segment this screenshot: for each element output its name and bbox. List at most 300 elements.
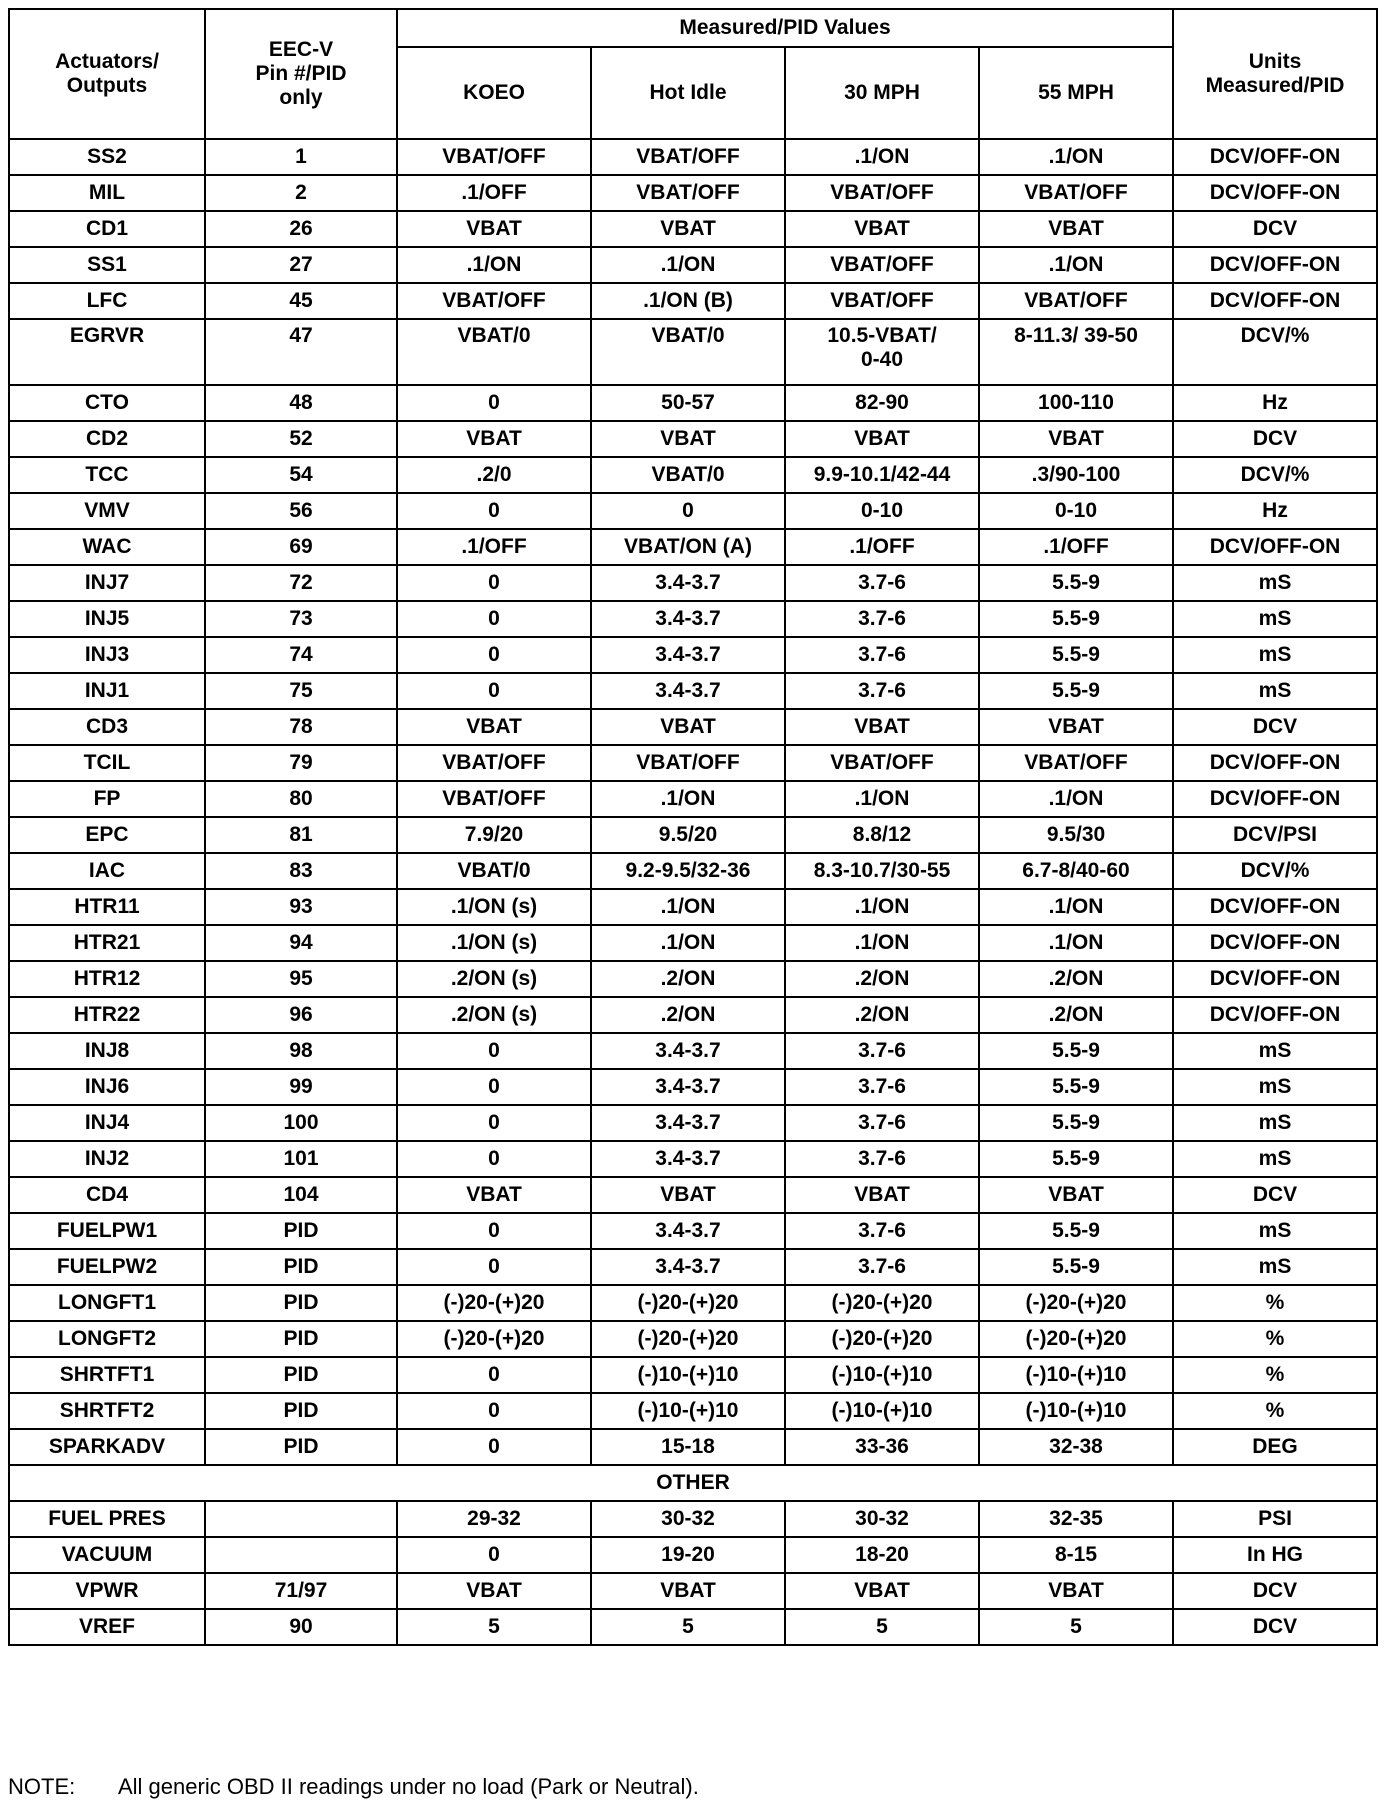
cell-30-mph: VBAT (785, 1177, 979, 1213)
cell-30-mph: .1/ON (785, 889, 979, 925)
cell-55-mph: 5.5-9 (979, 1069, 1173, 1105)
table-row (9, 421, 1377, 457)
cell-units: DCV/OFF-ON (1173, 781, 1377, 817)
cell-koeo: 0 (397, 1393, 591, 1429)
cell-units: DCV (1173, 421, 1377, 457)
table-row (9, 745, 1377, 781)
cell-actuator: VPWR (9, 1573, 205, 1609)
table-row (9, 1429, 1377, 1465)
cell-hot-idle: 0 (591, 493, 785, 529)
cell-hot-idle: (-)10-(+)10 (591, 1357, 785, 1393)
cell-55-mph: .1/ON (979, 925, 1173, 961)
cell-pin: 75 (205, 673, 397, 709)
cell-actuator: LFC (9, 283, 205, 319)
table-row (9, 1357, 1377, 1393)
cell-koeo: .1/OFF (397, 529, 591, 565)
cell-koeo: 0 (397, 1213, 591, 1249)
cell-pin: 1 (205, 139, 397, 175)
cell-actuator: EGRVR (9, 319, 205, 385)
cell-koeo: 29-32 (397, 1501, 591, 1537)
cell-pin: 71/97 (205, 1573, 397, 1609)
cell-actuator: VREF (9, 1609, 205, 1645)
cell-units: mS (1173, 1141, 1377, 1177)
cell-units: % (1173, 1285, 1377, 1321)
cell-30-mph: .1/OFF (785, 529, 979, 565)
cell-units: mS (1173, 637, 1377, 673)
cell-hot-idle: 3.4-3.7 (591, 637, 785, 673)
cell-hot-idle: 50-57 (591, 385, 785, 421)
other-section-label: OTHER (9, 1465, 1377, 1501)
cell-55-mph: 32-35 (979, 1501, 1173, 1537)
cell-55-mph: 9.5/30 (979, 817, 1173, 853)
cell-55-mph: 8-15 (979, 1537, 1173, 1573)
cell-pin: 83 (205, 853, 397, 889)
cell-koeo: VBAT (397, 421, 591, 457)
cell-55-mph: .1/ON (979, 247, 1173, 283)
cell-pin: 73 (205, 601, 397, 637)
cell-hot-idle: VBAT (591, 1573, 785, 1609)
cell-actuator: HTR21 (9, 925, 205, 961)
table-row (9, 1537, 1377, 1573)
cell-units: mS (1173, 1033, 1377, 1069)
cell-55-mph: VBAT (979, 211, 1173, 247)
cell-actuator: LONGFT1 (9, 1285, 205, 1321)
cell-koeo: VBAT (397, 1573, 591, 1609)
cell-hot-idle: (-)20-(+)20 (591, 1285, 785, 1321)
cell-koeo: VBAT/OFF (397, 781, 591, 817)
other-section-row (9, 1465, 1377, 1501)
cell-hot-idle: VBAT/OFF (591, 139, 785, 175)
cell-pin: 2 (205, 175, 397, 211)
table-row (9, 1033, 1377, 1069)
cell-units: mS (1173, 601, 1377, 637)
cell-units: DCV (1173, 709, 1377, 745)
cell-actuator: WAC (9, 529, 205, 565)
cell-units: DCV/OFF-ON (1173, 925, 1377, 961)
cell-55-mph: .1/OFF (979, 529, 1173, 565)
cell-hot-idle: 9.5/20 (591, 817, 785, 853)
cell-koeo: .2/ON (s) (397, 961, 591, 997)
cell-koeo: VBAT/OFF (397, 139, 591, 175)
cell-koeo: VBAT/OFF (397, 283, 591, 319)
cell-koeo: 0 (397, 1141, 591, 1177)
other-table-body (9, 1501, 1377, 1645)
cell-30-mph: (-)10-(+)10 (785, 1393, 979, 1429)
cell-hot-idle: .1/ON (B) (591, 283, 785, 319)
cell-actuator: INJ5 (9, 601, 205, 637)
cell-hot-idle: 3.4-3.7 (591, 565, 785, 601)
cell-pin: 99 (205, 1069, 397, 1105)
cell-pin: 47 (205, 319, 397, 385)
cell-actuator: SHRTFT1 (9, 1357, 205, 1393)
cell-30-mph: VBAT (785, 709, 979, 745)
cell-30-mph: 33-36 (785, 1429, 979, 1465)
cell-units: In HG (1173, 1537, 1377, 1573)
cell-55-mph: (-)10-(+)10 (979, 1357, 1173, 1393)
cell-units: DCV (1173, 1609, 1377, 1645)
cell-units: mS (1173, 1213, 1377, 1249)
cell-55-mph: (-)10-(+)10 (979, 1393, 1173, 1429)
cell-55-mph: .1/ON (979, 889, 1173, 925)
cell-30-mph: 3.7-6 (785, 1069, 979, 1105)
cell-koeo: 0 (397, 565, 591, 601)
cell-30-mph: .1/ON (785, 139, 979, 175)
header-units-line2: Measured/PID (1205, 74, 1345, 97)
cell-pin: 79 (205, 745, 397, 781)
cell-koeo: VBAT (397, 1177, 591, 1213)
cell-pin: 26 (205, 211, 397, 247)
cell-koeo: 0 (397, 601, 591, 637)
cell-55-mph: .2/ON (979, 997, 1173, 1033)
cell-30-mph: 8.8/12 (785, 817, 979, 853)
cell-30-mph: 3.7-6 (785, 1213, 979, 1249)
table-row (9, 493, 1377, 529)
cell-pin: 78 (205, 709, 397, 745)
cell-pin: 90 (205, 1609, 397, 1645)
cell-hot-idle: 5 (591, 1609, 785, 1645)
header-pin-line2: Pin #/PID (255, 62, 347, 85)
cell-actuator: TCIL (9, 745, 205, 781)
cell-units: DCV/% (1173, 853, 1377, 889)
table-row (9, 1249, 1377, 1285)
cell-hot-idle: .1/ON (591, 247, 785, 283)
table-wrapper (8, 8, 1378, 1646)
cell-hot-idle: VBAT/OFF (591, 745, 785, 781)
cell-30-mph: 82-90 (785, 385, 979, 421)
cell-55-mph: 32-38 (979, 1429, 1173, 1465)
cell-55-mph: VBAT (979, 1573, 1173, 1609)
table-row (9, 1321, 1377, 1357)
other-section (9, 1465, 1377, 1501)
table-row (9, 1285, 1377, 1321)
table-row (9, 385, 1377, 421)
header-hot-idle: Hot Idle (591, 47, 785, 139)
cell-units: DCV/OFF-ON (1173, 745, 1377, 781)
cell-pin: 100 (205, 1105, 397, 1141)
cell-units: % (1173, 1321, 1377, 1357)
table-body (9, 139, 1377, 1465)
cell-koeo: .1/ON (s) (397, 925, 591, 961)
cell-30-mph: VBAT (785, 421, 979, 457)
cell-units: DCV/OFF-ON (1173, 283, 1377, 319)
cell-55-mph: VBAT/OFF (979, 283, 1173, 319)
cell-30-mph: .1/ON (785, 781, 979, 817)
cell-pin: PID (205, 1429, 397, 1465)
cell-koeo: (-)20-(+)20 (397, 1321, 591, 1357)
cell-units: DCV (1173, 1177, 1377, 1213)
cell-pin: 98 (205, 1033, 397, 1069)
cell-hot-idle: 3.4-3.7 (591, 673, 785, 709)
cell-30-mph: 3.7-6 (785, 637, 979, 673)
header-actuators-line2: Outputs (66, 74, 148, 97)
header-measured-pid-values: Measured/PID Values (397, 9, 1173, 47)
cell-koeo: 0 (397, 1357, 591, 1393)
cell-actuator: CD3 (9, 709, 205, 745)
cell-55-mph: VBAT (979, 421, 1173, 457)
cell-actuator: IAC (9, 853, 205, 889)
header-55-mph: 55 MPH (979, 47, 1173, 139)
cell-actuator: FUEL PRES (9, 1501, 205, 1537)
cell-hot-idle: VBAT (591, 211, 785, 247)
cell-koeo: 0 (397, 637, 591, 673)
cell-actuator: INJ8 (9, 1033, 205, 1069)
cell-actuator: HTR11 (9, 889, 205, 925)
cell-units: PSI (1173, 1501, 1377, 1537)
table-row (9, 283, 1377, 319)
cell-55-mph: 5.5-9 (979, 673, 1173, 709)
cell-actuator: INJ1 (9, 673, 205, 709)
header-pin-line3: only (279, 86, 323, 109)
cell-hot-idle: .1/ON (591, 781, 785, 817)
table-row (9, 457, 1377, 493)
cell-units: DCV/OFF-ON (1173, 889, 1377, 925)
cell-pin: 93 (205, 889, 397, 925)
cell-pin: 96 (205, 997, 397, 1033)
cell-units: DCV (1173, 1573, 1377, 1609)
table-row (9, 1573, 1377, 1609)
cell-actuator: SS1 (9, 247, 205, 283)
cell-koeo: .2/ON (s) (397, 997, 591, 1033)
header-30-mph: 30 MPH (785, 47, 979, 139)
cell-koeo: .1/ON (397, 247, 591, 283)
header-actuators-line1: Actuators/ (55, 50, 159, 73)
cell-55-mph: .1/ON (979, 781, 1173, 817)
cell-hot-idle: 15-18 (591, 1429, 785, 1465)
table-row (9, 889, 1377, 925)
cell-pin: 48 (205, 385, 397, 421)
cell-hot-idle: 30-32 (591, 1501, 785, 1537)
cell-units: DCV/OFF-ON (1173, 997, 1377, 1033)
cell-units: Hz (1173, 385, 1377, 421)
cell-30-mph (785, 319, 979, 385)
cell-units: DCV/OFF-ON (1173, 247, 1377, 283)
cell-hot-idle: 19-20 (591, 1537, 785, 1573)
cell-pin: PID (205, 1321, 397, 1357)
cell-pin: 69 (205, 529, 397, 565)
table-row (9, 961, 1377, 997)
table-row (9, 817, 1377, 853)
cell-koeo: VBAT/0 (397, 853, 591, 889)
header-actuators-outputs (9, 9, 205, 139)
cell-30-mph: 3.7-6 (785, 1141, 979, 1177)
cell-actuator: FUELPW1 (9, 1213, 205, 1249)
cell-30-mph: 30-32 (785, 1501, 979, 1537)
cell-actuator: MIL (9, 175, 205, 211)
cell-55-mph: 5.5-9 (979, 637, 1173, 673)
cell-55-mph: VBAT/OFF (979, 175, 1173, 211)
table-row (9, 211, 1377, 247)
cell-units: mS (1173, 565, 1377, 601)
cell-30-mph: 3.7-6 (785, 673, 979, 709)
footnote (8, 1774, 699, 1800)
cell-55-mph: 6.7-8/40-60 (979, 853, 1173, 889)
cell-hot-idle: VBAT (591, 421, 785, 457)
cell-actuator: INJ4 (9, 1105, 205, 1141)
table-row (9, 1141, 1377, 1177)
cell-30-mph-line1: 10.5-VBAT/ (827, 324, 937, 347)
table-row (9, 673, 1377, 709)
cell-pin: PID (205, 1393, 397, 1429)
table-row (9, 997, 1377, 1033)
cell-units: DCV/% (1173, 319, 1377, 385)
table-row (9, 175, 1377, 211)
cell-pin: 45 (205, 283, 397, 319)
cell-koeo: 0 (397, 1069, 591, 1105)
cell-55-mph: VBAT/OFF (979, 745, 1173, 781)
cell-koeo: 5 (397, 1609, 591, 1645)
cell-55-mph: .1/ON (979, 139, 1173, 175)
cell-hot-idle: 3.4-3.7 (591, 1105, 785, 1141)
cell-units: mS (1173, 673, 1377, 709)
table-row (9, 1213, 1377, 1249)
table-row (9, 781, 1377, 817)
cell-koeo: .1/ON (s) (397, 889, 591, 925)
cell-pin: 56 (205, 493, 397, 529)
cell-30-mph: .2/ON (785, 961, 979, 997)
cell-55-mph: 100-110 (979, 385, 1173, 421)
note-text: All generic OBD II readings under no load (Park or Neutral). (118, 1774, 699, 1799)
cell-koeo: VBAT (397, 211, 591, 247)
cell-actuator: VACUUM (9, 1537, 205, 1573)
table-row (9, 1105, 1377, 1141)
cell-hot-idle: (-)20-(+)20 (591, 1321, 785, 1357)
cell-30-mph: VBAT (785, 1573, 979, 1609)
cell-30-mph: .1/ON (785, 925, 979, 961)
cell-pin: PID (205, 1285, 397, 1321)
cell-actuator: INJ6 (9, 1069, 205, 1105)
cell-units: DCV/% (1173, 457, 1377, 493)
cell-30-mph: 3.7-6 (785, 565, 979, 601)
cell-55-mph: 8-11.3/ 39-50 (979, 319, 1173, 385)
cell-actuator: CD4 (9, 1177, 205, 1213)
cell-koeo: VBAT/OFF (397, 745, 591, 781)
table-row (9, 853, 1377, 889)
cell-30-mph: VBAT/OFF (785, 175, 979, 211)
cell-55-mph: (-)20-(+)20 (979, 1321, 1173, 1357)
cell-actuator: INJ2 (9, 1141, 205, 1177)
cell-pin: 80 (205, 781, 397, 817)
cell-actuator: VMV (9, 493, 205, 529)
cell-hot-idle: 3.4-3.7 (591, 1249, 785, 1285)
cell-30-mph: VBAT/OFF (785, 745, 979, 781)
cell-30-mph: (-)20-(+)20 (785, 1285, 979, 1321)
cell-pin: PID (205, 1213, 397, 1249)
cell-55-mph: 0-10 (979, 493, 1173, 529)
cell-30-mph: VBAT/OFF (785, 283, 979, 319)
cell-units: DEG (1173, 1429, 1377, 1465)
cell-units: % (1173, 1357, 1377, 1393)
cell-koeo: .2/0 (397, 457, 591, 493)
cell-pin: 54 (205, 457, 397, 493)
cell-hot-idle: 3.4-3.7 (591, 1213, 785, 1249)
cell-55-mph: 5.5-9 (979, 1105, 1173, 1141)
cell-actuator: SPARKADV (9, 1429, 205, 1465)
cell-actuator: HTR22 (9, 997, 205, 1033)
cell-units: DCV/PSI (1173, 817, 1377, 853)
cell-hot-idle: (-)10-(+)10 (591, 1393, 785, 1429)
table-row (9, 1069, 1377, 1105)
cell-pin: 52 (205, 421, 397, 457)
cell-pin: 104 (205, 1177, 397, 1213)
cell-30-mph: .2/ON (785, 997, 979, 1033)
cell-pin: 74 (205, 637, 397, 673)
cell-hot-idle: VBAT (591, 1177, 785, 1213)
cell-hot-idle: VBAT/0 (591, 457, 785, 493)
cell-actuator: INJ7 (9, 565, 205, 601)
cell-units: DCV/OFF-ON (1173, 175, 1377, 211)
cell-30-mph: 3.7-6 (785, 601, 979, 637)
cell-units: DCV/OFF-ON (1173, 139, 1377, 175)
cell-hot-idle: VBAT/ON (A) (591, 529, 785, 565)
cell-units: DCV/OFF-ON (1173, 529, 1377, 565)
cell-hot-idle: 3.4-3.7 (591, 1141, 785, 1177)
table-row (9, 565, 1377, 601)
cell-actuator: SHRTFT2 (9, 1393, 205, 1429)
cell-hot-idle: 3.4-3.7 (591, 1069, 785, 1105)
table-row (9, 1393, 1377, 1429)
cell-30-mph: 5 (785, 1609, 979, 1645)
cell-pin (205, 1537, 397, 1573)
cell-30-mph: 3.7-6 (785, 1033, 979, 1069)
cell-hot-idle: .1/ON (591, 889, 785, 925)
cell-actuator: FP (9, 781, 205, 817)
cell-koeo: 0 (397, 1429, 591, 1465)
table-row (9, 709, 1377, 745)
cell-units: DCV (1173, 211, 1377, 247)
cell-pin: 94 (205, 925, 397, 961)
cell-koeo: .1/OFF (397, 175, 591, 211)
cell-hot-idle: .2/ON (591, 997, 785, 1033)
cell-hot-idle: VBAT (591, 709, 785, 745)
table-row (9, 601, 1377, 637)
header-units-line1: Units (1248, 50, 1302, 73)
cell-koeo: 0 (397, 493, 591, 529)
header-koeo: KOEO (397, 47, 591, 139)
cell-actuator: HTR12 (9, 961, 205, 997)
table-row (9, 529, 1377, 565)
table-row (9, 925, 1377, 961)
cell-30-mph: (-)20-(+)20 (785, 1321, 979, 1357)
cell-units: % (1173, 1393, 1377, 1429)
cell-30-mph: VBAT (785, 211, 979, 247)
cell-pin: 101 (205, 1141, 397, 1177)
table-row (9, 1609, 1377, 1645)
cell-55-mph: 5.5-9 (979, 601, 1173, 637)
cell-koeo: 0 (397, 385, 591, 421)
table-row (9, 139, 1377, 175)
cell-30-mph: 3.7-6 (785, 1105, 979, 1141)
cell-actuator: CTO (9, 385, 205, 421)
cell-koeo: VBAT (397, 709, 591, 745)
cell-55-mph: 5.5-9 (979, 1141, 1173, 1177)
cell-units: mS (1173, 1069, 1377, 1105)
cell-pin: PID (205, 1249, 397, 1285)
cell-hot-idle: .2/ON (591, 961, 785, 997)
cell-55-mph: (-)20-(+)20 (979, 1285, 1173, 1321)
note-label: NOTE: (8, 1774, 76, 1799)
cell-actuator: SS2 (9, 139, 205, 175)
cell-55-mph: 5.5-9 (979, 1033, 1173, 1069)
cell-hot-idle: VBAT/0 (591, 319, 785, 385)
cell-55-mph: .2/ON (979, 961, 1173, 997)
table-row (9, 1177, 1377, 1213)
pid-values-table (8, 8, 1378, 1646)
cell-pin: 95 (205, 961, 397, 997)
cell-units: DCV/OFF-ON (1173, 961, 1377, 997)
cell-koeo: 0 (397, 1537, 591, 1573)
cell-55-mph: VBAT (979, 709, 1173, 745)
cell-30-mph: 8.3-10.7/30-55 (785, 853, 979, 889)
